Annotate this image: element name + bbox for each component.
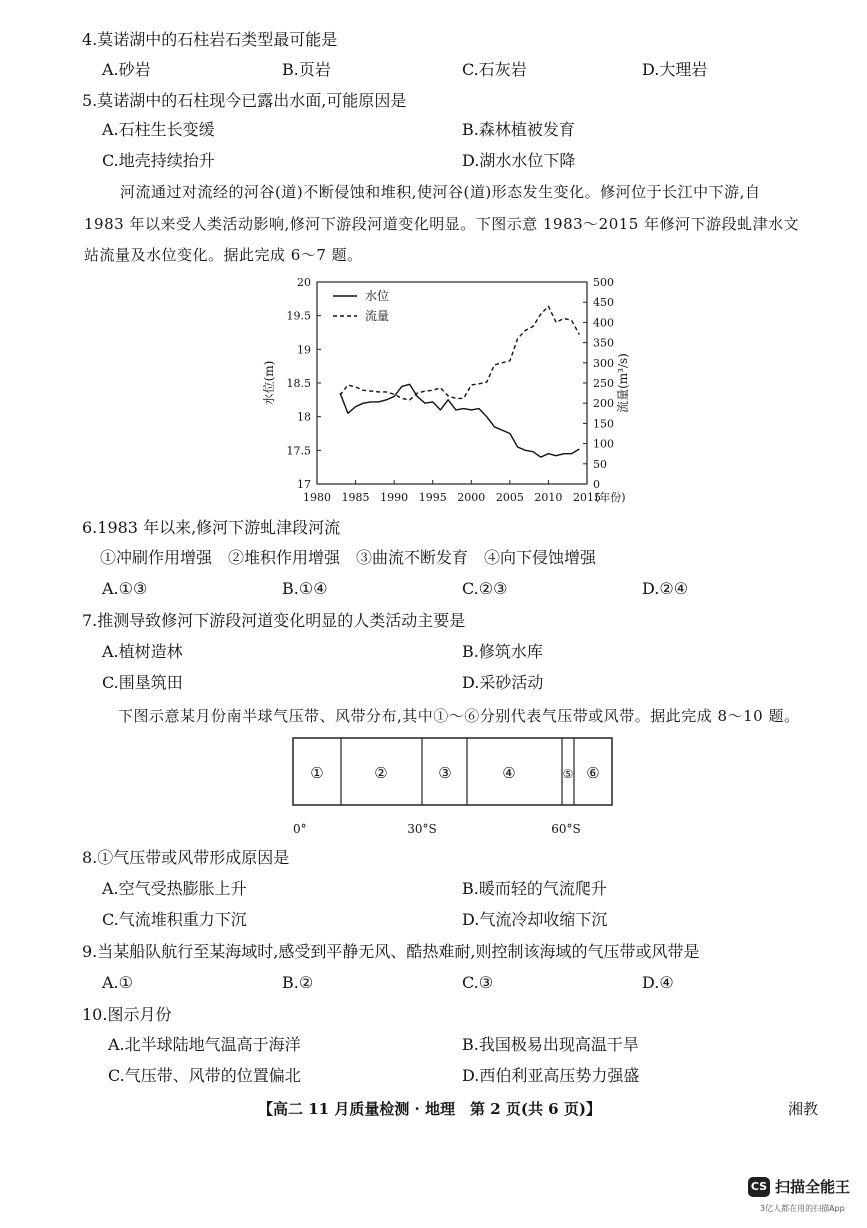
belt-zone-4: ④: [502, 764, 516, 782]
q9-option-a: A.①: [102, 973, 133, 992]
q6-option-b: B.①④: [282, 579, 328, 598]
question-8-stem: 8.①气压带或风带形成原因是: [82, 848, 290, 867]
question-6-items: ①冲刷作用增强 ②堆积作用增强 ③曲流不断发育 ④向下侵蚀增强: [100, 548, 597, 567]
y-right-tick-label: 150: [593, 417, 614, 431]
y-right-tick-label: 250: [593, 377, 614, 390]
water-level-discharge-chart: [255, 272, 655, 512]
question-9-stem: 9.当某船队航行至某海域时,感受到平静无风、酷热难耐,则控制该海域的气压带或风带是: [82, 942, 700, 961]
x-tick-label: 2010: [534, 491, 563, 504]
y-right-tick-label: 200: [593, 397, 614, 411]
question-5-stem: 5.莫诺湖中的石柱现今已露出水面,可能原因是: [82, 91, 407, 110]
belt-zone-5: ⑤: [562, 767, 574, 781]
plot-area-border: [317, 282, 587, 484]
x-tick-label: 1980: [303, 491, 331, 504]
chart-frame: [317, 282, 587, 484]
y-left-tick-label: 20: [297, 276, 311, 289]
y-right-axis-label: 流量(m³/s): [616, 353, 630, 413]
y-left-tick-label: 19: [297, 343, 311, 357]
legend-label: 水位: [365, 289, 390, 303]
q5-option-c: C.地壳持续抬升: [102, 151, 215, 170]
publisher-label: 湘教: [788, 1100, 819, 1118]
q6-option-a: A.①③: [102, 579, 148, 598]
y-right-tick-label: 450: [593, 296, 614, 310]
q10-option-d: D.西伯利亚高压势力强盛: [462, 1066, 640, 1085]
question-6-stem: 6.1983 年以来,修河下游虬津段河流: [82, 518, 341, 537]
q8-option-b: B.暖而轻的气流爬升: [462, 879, 607, 898]
x-axis-label: (年份): [595, 491, 626, 504]
passage-1-line-2: 1983 年以来受人类活动影响,修河下游段河道变化明显。下图示意 1983～2015 年修河下游段虬津水文: [84, 215, 800, 233]
chart-legend: [333, 288, 389, 323]
scanner-app-tagline: 3亿人都在用的扫描App: [760, 1204, 845, 1213]
question-10-stem: 10.图示月份: [82, 1005, 172, 1024]
q4-option-c: C.石灰岩: [462, 60, 527, 79]
belt-zone-2: ②: [374, 764, 388, 782]
chart-ticks: [261, 276, 630, 504]
question-4-stem: 4.莫诺湖中的石柱岩石类型最可能是: [82, 30, 338, 49]
x-tick-label: 1995: [418, 491, 447, 504]
passage-1-line-3: 站流量及水位变化。据此完成 6～7 题。: [84, 246, 363, 264]
q7-option-c: C.围垦筑田: [102, 673, 183, 692]
x-tick-label: 1990: [380, 491, 409, 504]
y-left-tick-label: 17.5: [286, 444, 311, 458]
passage-1-line-1: 河流通过对流经的河谷(道)不断侵蚀和堆积,使河谷(道)形态发生变化。修河位于长江中下游,自: [120, 183, 761, 201]
q5-option-a: A.石柱生长变缓: [102, 120, 215, 139]
q9-option-b: B.②: [282, 973, 314, 992]
x-tick-label: 2005: [495, 491, 524, 504]
y-left-tick-label: 17: [297, 478, 311, 491]
y-left-axis-label: 水位(m): [262, 360, 276, 406]
pressure-belt-diagram: [285, 735, 625, 840]
q9-option-c: C.③: [462, 973, 494, 992]
question-7-stem: 7.推测导致修河下游段河道变化明显的人类活动主要是: [82, 611, 466, 630]
y-left-tick-label: 18.5: [286, 377, 311, 390]
y-right-tick-label: 100: [593, 437, 614, 451]
scanner-app-name: 扫描全能王: [775, 1178, 851, 1196]
scanner-logo-icon: CS: [748, 1177, 770, 1197]
q4-option-a: A.砂岩: [102, 60, 151, 79]
q6-option-c: C.②③: [462, 579, 508, 598]
q8-option-a: A.空气受热膨胀上升: [102, 879, 247, 898]
belt-zone-3: ③: [438, 764, 452, 782]
q8-option-d: D.气流冷却收缩下沉: [462, 910, 608, 929]
x-tick-label: 1985: [341, 491, 370, 504]
y-left-tick-label: 19.5: [286, 309, 311, 323]
belt-label-60s: 60°S: [551, 822, 581, 836]
belt-zone-6: ⑥: [586, 764, 600, 782]
y-right-tick-label: 50: [593, 457, 607, 471]
legend-label: 流量: [365, 309, 390, 323]
q6-option-d: D.②④: [642, 579, 689, 598]
q7-option-d: D.采砂活动: [462, 673, 544, 692]
q10-option-c: C.气压带、风带的位置偏北: [108, 1066, 301, 1085]
q4-option-d: D.大理岩: [642, 60, 708, 79]
y-right-tick-label: 300: [593, 356, 614, 370]
passage-2: 下图示意某月份南半球气压带、风带分布,其中①～⑥分别代表气压带或风带。据此完成 8～10 题。: [118, 707, 800, 725]
q4-option-b: B.页岩: [282, 60, 331, 79]
y-left-tick-label: 18: [297, 410, 311, 424]
y-right-tick-label: 350: [593, 336, 614, 350]
q5-option-d: D.湖水水位下降: [462, 151, 576, 170]
x-tick-label: 2015: [573, 491, 601, 504]
q5-option-b: B.森林植被发育: [462, 120, 575, 139]
belt-zone-1: ①: [310, 764, 324, 782]
q9-option-d: D.④: [642, 973, 674, 992]
belt-label-30s: 30°S: [407, 822, 437, 836]
q8-option-c: C.气流堆积重力下沉: [102, 910, 247, 929]
y-right-tick-label: 400: [593, 316, 614, 330]
x-tick-label: 2000: [457, 491, 486, 504]
q7-option-b: B.修筑水库: [462, 642, 543, 661]
q10-option-b: B.我国极易出现高温干旱: [462, 1035, 639, 1054]
belt-label-0: 0°: [293, 822, 307, 836]
page-footer: 【高二 11 月质量检测 · 地理 第 2 页(共 6 页)】: [258, 1100, 601, 1118]
y-right-tick-label: 500: [593, 276, 614, 289]
water-level-line: [340, 384, 579, 457]
q7-option-a: A.植树造林: [102, 642, 183, 661]
y-right-tick-label: 0: [593, 478, 600, 491]
q10-option-a: A.北半球陆地气温高于海洋: [108, 1035, 301, 1054]
chart-series: [340, 306, 579, 457]
